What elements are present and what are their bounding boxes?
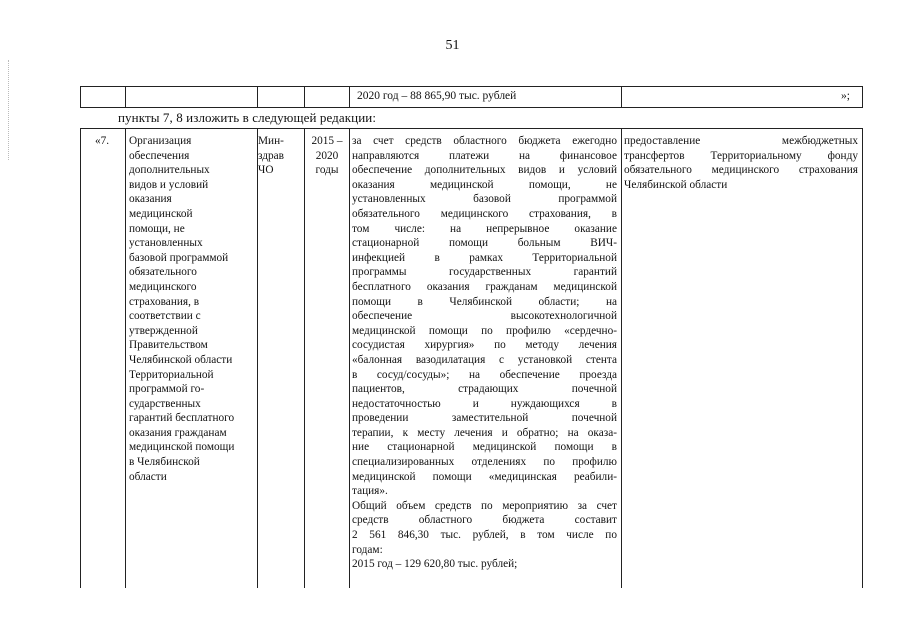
measure-name-line: Организация xyxy=(129,135,192,147)
row-number: «7. xyxy=(95,135,110,147)
table-row xyxy=(80,128,863,588)
description-line: оказания медицинской помощи, не xyxy=(352,178,617,191)
result-cell xyxy=(624,134,858,192)
measure-name-line: помощи, не xyxy=(129,222,185,235)
result-line: обязательного медицинского страхования xyxy=(624,164,858,177)
description-line: программы государственных гарантий xyxy=(352,266,617,279)
description-line: за счет средств областного бюджета ежегодно xyxy=(352,135,617,147)
measure-name-line: обеспечения xyxy=(129,149,190,162)
description-line: недостаточностью и нуждающихся в xyxy=(352,397,617,410)
measure-name-line: видов и условий xyxy=(129,178,209,191)
column-divider xyxy=(257,129,258,588)
scan-margin-mark xyxy=(8,60,10,160)
description-line: том числе: на непрерывное оказание xyxy=(352,222,617,235)
measure-name-line: области xyxy=(129,470,167,483)
column-divider xyxy=(349,129,350,588)
description-line: установленных базовой программой xyxy=(352,193,617,206)
column-divider xyxy=(257,87,258,107)
description-line: сосудистая хирургия» по методу лечения xyxy=(352,339,617,352)
column-divider xyxy=(349,87,350,107)
column-divider xyxy=(304,129,305,588)
description-line: 2015 год – 129 620,80 тыс. рублей; xyxy=(352,558,518,571)
measure-name-line: установленных xyxy=(129,237,203,250)
column-divider xyxy=(621,129,622,588)
description-line: обязательного медицинского страхования, в xyxy=(352,207,617,220)
description-line: инфекцией в рамках Территориальной xyxy=(352,251,617,264)
description-line: обеспечение высокотехнологичной xyxy=(352,310,617,323)
description-line: направляются платежи на финансовое xyxy=(352,149,617,162)
description-line: терапии, к месту лечения и обратно; на оказа- xyxy=(352,426,617,439)
previous-table-row xyxy=(80,86,863,108)
description-line: средств областного бюджета составит xyxy=(352,514,617,527)
measure-name-line: страхования, в xyxy=(129,295,200,308)
measure-name-line: медицинской xyxy=(129,207,193,220)
measure-name-line: гарантий бесплатного xyxy=(129,412,235,425)
column-divider xyxy=(125,129,126,588)
description-line: ние стационарной медицинской помощи в xyxy=(352,441,617,454)
measure-name-line: медицинского xyxy=(129,280,197,293)
years-line: годы xyxy=(315,164,339,177)
measure-name-line: дополнительных xyxy=(129,164,210,177)
description-line: тация». xyxy=(352,485,388,498)
page-number: 51 xyxy=(445,38,460,53)
executor-line: ЧО xyxy=(258,164,274,177)
description-line: помощи в Челябинской области; на xyxy=(352,295,617,308)
description-line: медицинской помощи «медицинская реабили- xyxy=(352,470,617,483)
description-line: в сосуд/сосуды»; на обеспечение проезда xyxy=(352,368,617,381)
executor-cell xyxy=(258,134,304,178)
description-line: «балонная вазодилатация с установкой стента xyxy=(352,353,617,366)
measure-name-cell xyxy=(129,134,251,484)
description-line: годам: xyxy=(352,543,383,556)
column-divider xyxy=(621,87,622,107)
measure-name-line: Челябинской области xyxy=(129,353,233,366)
measure-name-line: в Челябинской xyxy=(129,456,200,469)
result-line: трансфертов Территориальному фонду xyxy=(624,149,858,162)
description-line: Общий объем средств по мероприятию за счет xyxy=(352,499,617,512)
description-line: медицинской помощи по профилю «сердечно- xyxy=(352,324,617,337)
measure-name-line: программой го- xyxy=(129,383,205,396)
years-cell xyxy=(307,134,347,178)
description-line: 2 561 846,30 тыс. рублей, в том числе по xyxy=(352,529,617,542)
result-line: предоставление межбюджетных xyxy=(624,135,858,147)
description-line: специализированных отделениях по профилю xyxy=(352,456,617,469)
measure-name-line: обязательного xyxy=(129,266,197,279)
measure-name-line: утвержденной xyxy=(129,324,198,337)
description-line: проведении заместительной почечной xyxy=(352,412,617,425)
measure-name-line: оказания xyxy=(129,193,172,206)
executor-line: здрав xyxy=(258,149,285,162)
measure-name-line: Правительством xyxy=(129,339,208,352)
prev-row-amount: 2020 год – 88 865,90 тыс. рублей xyxy=(357,90,517,102)
years-line: 2020 xyxy=(315,149,339,162)
measure-name-line: базовой программой xyxy=(129,251,229,264)
result-line: Челябинской области xyxy=(624,178,728,191)
measure-name-line: оказания гражданам xyxy=(129,426,227,439)
executor-line: Мин- xyxy=(258,135,284,147)
description-line: обеспечение дополнительных видов и условий xyxy=(352,164,617,177)
description-cell xyxy=(352,134,617,572)
years-line: 2015 – xyxy=(311,135,343,147)
column-divider xyxy=(125,87,126,107)
description-line: стационарной помощи больным ВИЧ- xyxy=(352,237,617,250)
measure-name-line: соответствии с xyxy=(129,310,201,323)
measure-name-line: Территориальной xyxy=(129,368,214,381)
column-divider xyxy=(304,87,305,107)
description-line: бесплатного оказания гражданам медицинской xyxy=(352,280,617,293)
instruction-text: пункты 7, 8 изложить в следующей редакции: xyxy=(118,110,377,125)
prev-row-closing-quote: »; xyxy=(841,90,850,102)
measure-name-line: сударственных xyxy=(129,397,201,410)
measure-name-line: медицинской помощи xyxy=(129,441,235,454)
description-line: пациентов, страдающих почечной xyxy=(352,383,617,396)
